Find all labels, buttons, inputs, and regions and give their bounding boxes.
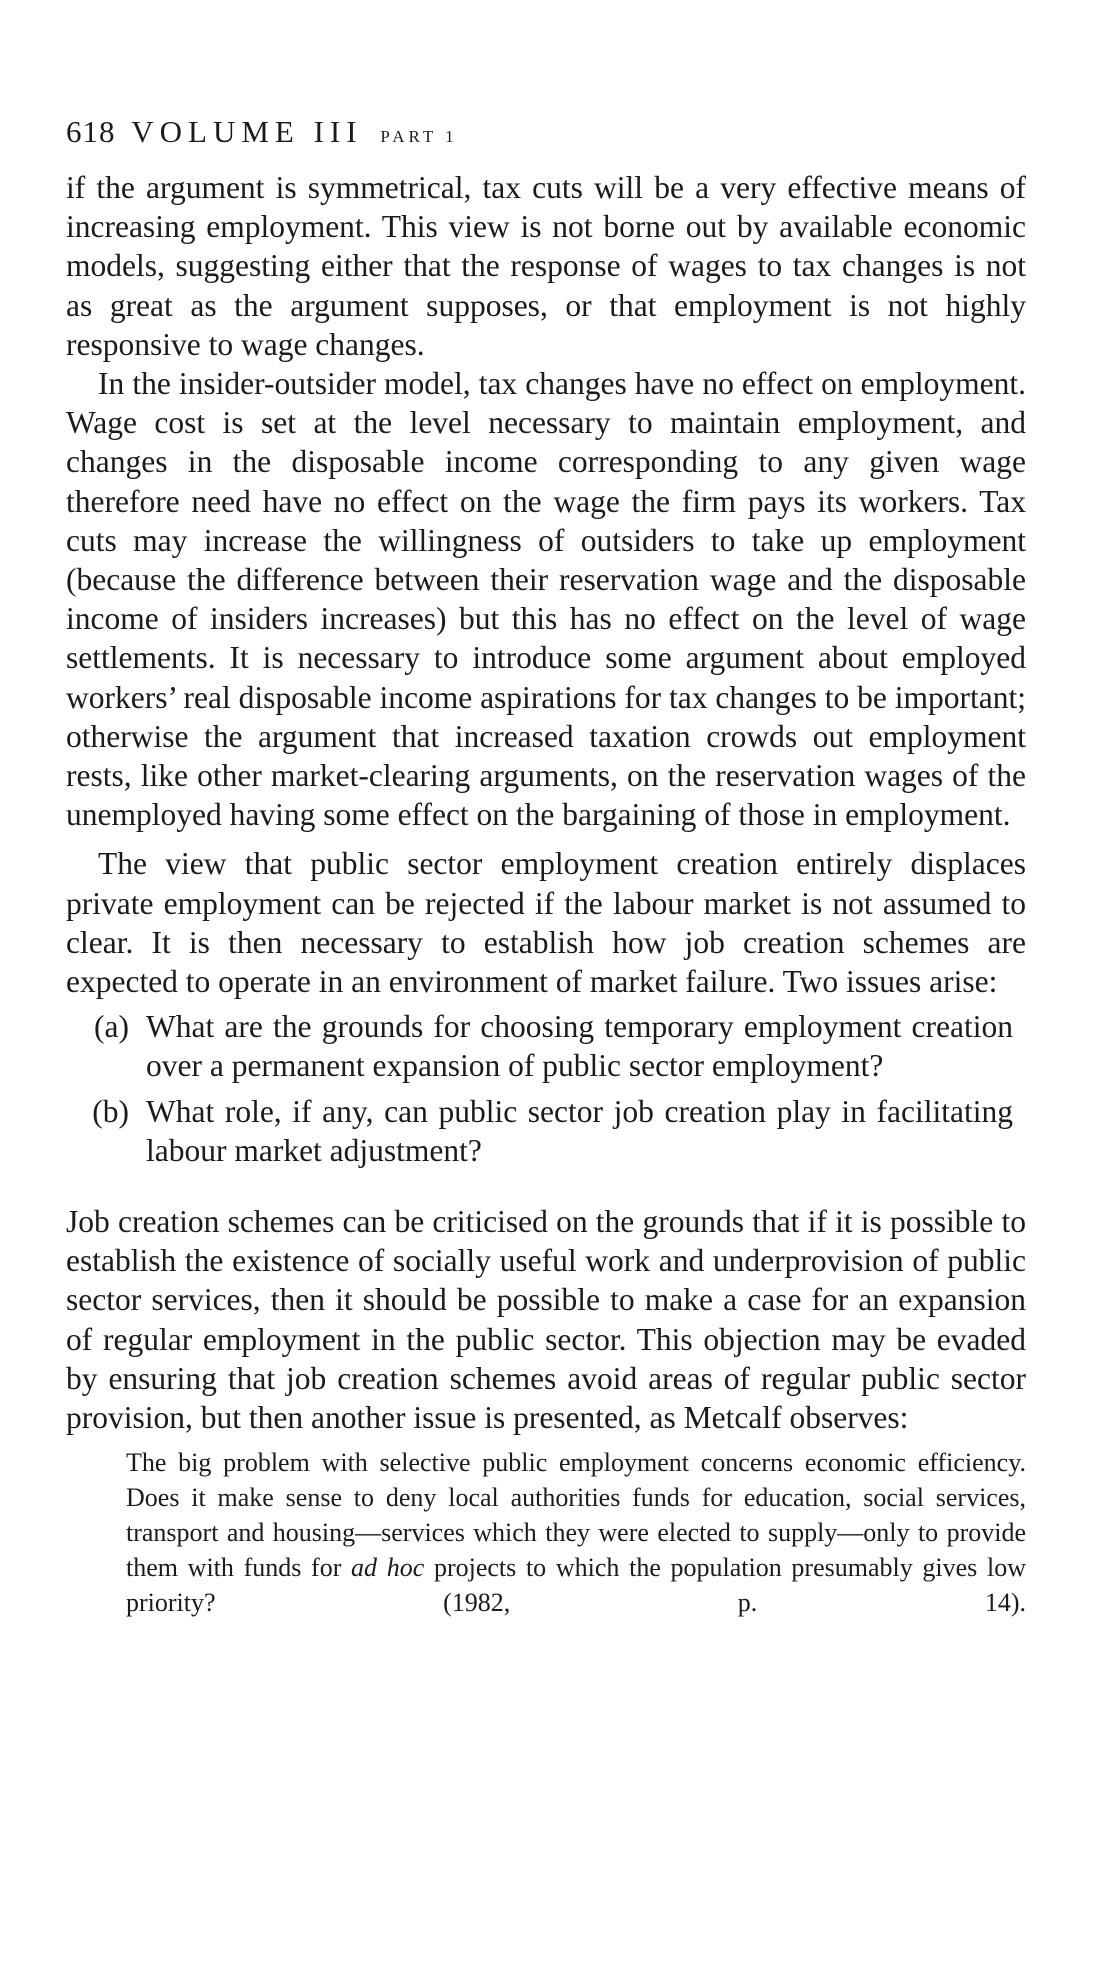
quote-italic-term: ad hoc xyxy=(351,1553,425,1583)
quote-text-end: projects to which the population presumably gives low priority? xyxy=(126,1553,1026,1618)
list-item xyxy=(66,1092,1026,1170)
quote-text: The big problem with selective public employment concerns economic efficiency. Does it make sense to deny local authorities funds for education, social services, transport and housing—services which they were elected to supply—only to provide them with funds for xyxy=(126,1448,1026,1583)
issues-list xyxy=(66,1007,1026,1170)
paragraph-continued: if the argument is symmetrical, tax cuts will be a very effective means of increasing employment. This view is not borne out by available economic models, suggesting either that the response of wages to tax changes is not as great as the argument supposes, or that employment is not highly responsive to wage changes. xyxy=(66,170,1026,362)
list-item xyxy=(66,1007,1026,1085)
book-page xyxy=(66,112,1026,1620)
page-number: 618 xyxy=(66,114,116,149)
list-item-text: What are the grounds for choosing temporary employment creation over a permanent expansion of public sector employment? xyxy=(146,1009,1013,1084)
list-item-text: What role, if any, can public sector job creation play in facilitating labour market adjustment? xyxy=(146,1093,1013,1168)
volume-label: VOLUME III xyxy=(131,114,363,149)
list-marker: (b) xyxy=(92,1093,129,1129)
paragraph-public-sector-view: The view that public sector employment creation entirely displaces private employment can be rejected if the labour market is not assumed to clear. It is then necessary to establish how job creation schemes are expected to operate in an environment of market failure. Two issues arise: xyxy=(66,846,1026,1000)
paragraph-insider-outsider: In the insider-outsider model, tax changes have no effect on employment. Wage cost is set at the level necessary to maintain employment, and changes in the disposable income corresponding to any given wage therefore need have no effect on the wage the firm pays its workers. Tax cuts may increase the willingness of outsiders to take up employment (because the difference between their reservation wage and the disposable income of insiders increases) but this has no effect on the level of wage settlements. It is necessary to introduce some argument about employed workers’ real disposable income aspirations for tax changes to be important; otherwise the argument that increased taxation crowds out employment rests, like other market-clearing arguments, on the reservation wages of the unemployed having some effect on the bargaining of those in employment. xyxy=(66,366,1026,833)
quote-citation: (1982, p. 14). xyxy=(443,1588,1026,1618)
running-header xyxy=(66,112,1026,152)
block-quote-metcalf xyxy=(126,1445,1026,1620)
part-label: PART 1 xyxy=(380,127,458,146)
list-marker: (a) xyxy=(94,1009,129,1045)
paragraph-job-creation: Job creation schemes can be criticised on the grounds that if it is possible to establish the existence of socially useful work and underprovision of public sector services, then it should be possible to make a case for an expansion of regular employment in the public sector. This objection may be evaded by ensuring that job creation schemes avoid areas of regular public sector provision, but then another issue is presented, as Metcalf observes: xyxy=(66,1204,1026,1436)
